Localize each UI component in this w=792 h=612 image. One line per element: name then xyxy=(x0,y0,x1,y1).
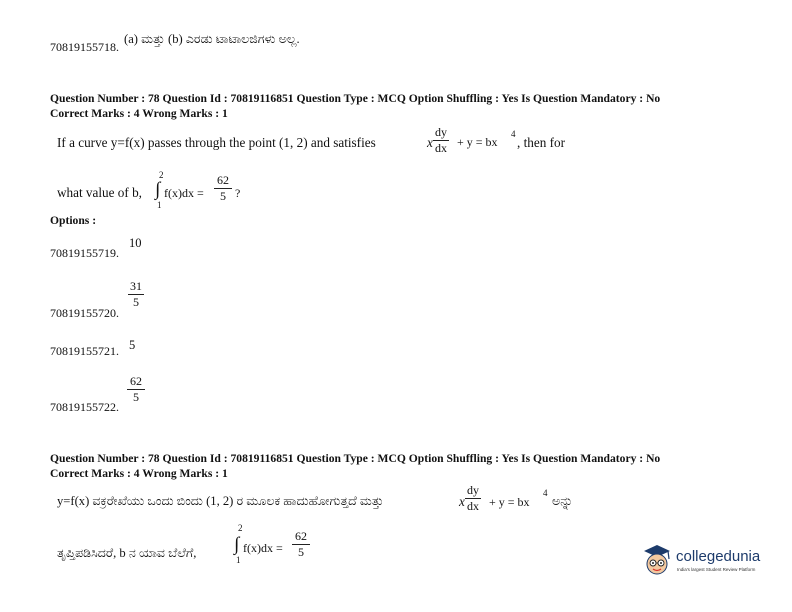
options-label: Options : xyxy=(50,214,97,227)
option-id: 70819155718. xyxy=(50,40,119,54)
question-text-tail: ಅನ್ನು xyxy=(552,494,574,508)
mascot-icon xyxy=(640,542,674,578)
fraction-numerator: 62 xyxy=(295,529,307,543)
option-id: 70819155722. xyxy=(50,400,119,414)
question-header: Question Number : 78 Question Id : 70819116851 Question Type : MCQ Option Shuffling : Yes Is Question Mandatory : No xyxy=(50,452,661,465)
option-value: 10 xyxy=(129,236,142,250)
fraction-numerator: 62 xyxy=(130,374,142,388)
option-text: (a) ಮತ್ತು (b) ಎರಡು ಟಾಟಾಲಜಿಗಳು ಅಲ್ಲ. xyxy=(124,32,300,46)
question-text: If a curve y=f(x) passes through the point (1, 2) and satisfies xyxy=(57,135,376,150)
integral-sign: ∫ xyxy=(234,534,240,555)
integral-lower-limit: 1 xyxy=(157,200,162,210)
eq-x: x xyxy=(459,494,465,509)
logo-tagline: India's largest Student Review Platform xyxy=(677,567,756,572)
question-mark: ? xyxy=(235,186,241,200)
derivative-denominator: dx xyxy=(467,499,479,513)
question-line2: ತೃಪ್ತಿಪಡಿಸಿದರೆ, b ನ ಯಾವ ಬೆಲೆಗೆ, xyxy=(57,546,197,560)
fraction-numerator: 31 xyxy=(130,279,142,293)
derivative-fraction xyxy=(433,126,449,155)
fraction-denominator: 5 xyxy=(220,189,226,203)
question-line2: what value of b, xyxy=(57,185,142,200)
integral-body: f(x)dx = xyxy=(243,541,283,555)
integral-body: f(x)dx = xyxy=(164,186,204,200)
derivative-numerator: dy xyxy=(435,125,447,139)
fraction-denominator: 5 xyxy=(298,545,304,559)
fraction-denominator: 5 xyxy=(133,390,139,404)
option-id: 70819155720. xyxy=(50,306,119,320)
option-id: 70819155719. xyxy=(50,246,119,260)
integral-value-fraction xyxy=(292,530,310,559)
question-text-tail: , then for xyxy=(517,135,565,150)
fraction-numerator: 62 xyxy=(217,173,229,187)
exponent: 4 xyxy=(543,488,548,498)
logo-wordmark: collegedunia xyxy=(676,548,761,565)
option-id: 70819155721. xyxy=(50,344,119,358)
equation-rest: + y = bx xyxy=(457,135,498,149)
option-fraction xyxy=(128,280,144,309)
eq-x: x xyxy=(427,135,433,150)
exponent: 4 xyxy=(511,129,516,139)
derivative-fraction xyxy=(465,484,481,513)
question-text: y=f(x) ವಕ್ರರೇಖೆಯು ಒಂದು ಬಿಂದು (1, 2) ರ ಮೂಲಕ ಹಾದುಹೋಗುತ್ತದೆ ಮತ್ತು xyxy=(57,494,384,508)
marks-line: Correct Marks : 4 Wrong Marks : 1 xyxy=(50,467,228,480)
integral-upper-limit: 2 xyxy=(159,170,164,180)
question-header: Question Number : 78 Question Id : 70819116851 Question Type : MCQ Option Shuffling : Yes Is Question Mandatory : No xyxy=(50,92,661,105)
integral-lower-limit: 1 xyxy=(236,555,241,565)
equation-rest: + y = bx xyxy=(489,495,530,509)
integral-upper-limit: 2 xyxy=(238,523,243,533)
integral-sign: ∫ xyxy=(155,179,161,200)
option-fraction xyxy=(127,375,145,404)
derivative-numerator: dy xyxy=(467,483,479,497)
marks-line: Correct Marks : 4 Wrong Marks : 1 xyxy=(50,107,228,120)
integral-value-fraction xyxy=(214,174,232,203)
option-value: 5 xyxy=(129,338,136,352)
fraction-denominator: 5 xyxy=(133,295,139,309)
derivative-denominator: dx xyxy=(435,141,447,155)
